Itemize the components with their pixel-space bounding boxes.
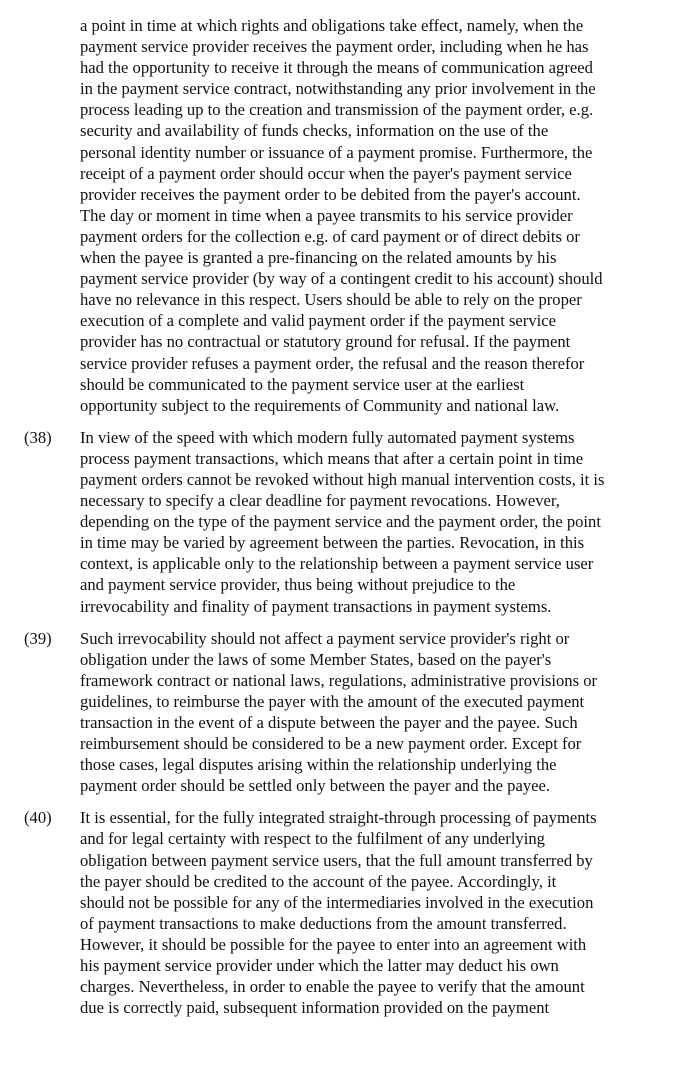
text-line: due is correctly paid, subsequent information provided on the payment [80,998,550,1018]
text-line: guidelines, to reimburse the payer with the amount of the executed payment [80,691,585,711]
text-line: a point in time at which rights and obligations take effect, namely, when the [80,16,584,35]
text-line: should not be possible for any of the intermediaries involved in the execution [80,892,594,912]
paragraph-number: (40) [24,808,52,828]
paragraph-continued [0,15,655,416]
text-line: payment service provider receives the payment order, including when he has [80,37,589,57]
text-line: In view of the speed with which modern fully automated payment systems [80,427,575,447]
text-line: in the payment service contract, notwithstanding any prior involvement in the [80,79,596,99]
text-line: have no relevance in this respect. Users should be able to rely on the proper [80,290,582,310]
text-line: reimbursement should be considered to be a new payment order. Except for [80,734,582,754]
text-line: process leading up to the creation and transmission of the payment order, e.g. [80,100,594,120]
text-line: those cases, legal disputes arising within the relationship underlying the [80,755,557,775]
text-line: personal identity number or issuance of a payment promise. Furthermore, the [80,142,593,162]
text-line: framework contract or national laws, regulations, administrative provisions or [80,670,598,690]
text-line: depending on the type of the payment service and the payment order, the point [80,512,601,532]
document-page [0,15,700,1029]
text-line: had the opportunity to receive it through the means of communication agreed [80,58,593,78]
text-line: irrevocability and finality of payment transactions in payment systems. [80,596,552,616]
text-line: the payer should be credited to the account of the payee. Accordingly, it [80,871,557,891]
text-line: However, it should be possible for the payee to enter into an agreement with [80,934,587,954]
text-line: transaction in the event of a dispute between the payer and the payee. Such [80,713,578,732]
text-line: execution of a complete and valid payment order if the payment service [80,311,556,331]
text-line: charges. Nevertheless, in order to enable the payee to verify that the amount [80,977,585,997]
text-line: payment service provider (by way of a contingent credit to his account) should [80,269,603,289]
text-line: necessary to specify a clear deadline for payment revocations. However, [80,491,560,511]
text-line: and for legal certainty with respect to the fulfilment of any underlying [80,829,545,849]
text-line: in time may be varied by agreement between the parties. Revocation, in this [80,533,585,553]
paragraph-40 [0,807,655,1018]
text-line: process payment transactions, which means that after a certain point in time [80,448,584,468]
paragraph-number: (38) [24,427,52,447]
text-line: obligation between payment service users, that the full amount transferred by [80,850,593,870]
text-line: payment orders for the collection e.g. of card payment or of direct debits or [80,226,580,246]
text-line: of payment transactions to make deductions from the amount transferred. [80,913,567,933]
text-line: his payment service provider under which the latter may deduct his own [80,956,559,976]
text-line: receipt of a payment order should occur when the payer's payment service [80,163,572,183]
text-line: and payment service provider, thus being without prejudice to the [80,575,516,595]
text-line: payment orders cannot be revoked without high manual intervention costs, it is [80,469,605,489]
text-line: The day or moment in time when a payee transmits to his service provider [80,205,573,225]
text-line: provider receives the payment order to be debited from the payer's account. [80,184,581,204]
text-line: provider has no contractual or statutory ground for refusal. If the payment [80,332,571,352]
text-line: obligation under the laws of some Member States, based on the payer's [80,649,552,669]
text-line: when the payee is granted a pre-financing on the related amounts by his [80,248,557,268]
text-line: Such irrevocability should not affect a payment service provider's right or [80,628,570,648]
paragraph-number: (39) [24,628,52,648]
text-line: opportunity subject to the requirements of Community and national law. [80,395,560,415]
text-line: payment order should be settled only between the payer and the payee. [80,776,550,796]
text-line: context, is applicable only to the relationship between a payment service user [80,554,594,574]
paragraph-39 [0,628,655,797]
text-line: security and availability of funds checks, information on the use of the [80,121,549,141]
text-line: service provider refuses a payment order, the refusal and the reason therefor [80,353,585,373]
text-line: It is essential, for the fully integrated straight-through processing of payments [80,808,597,828]
paragraph-38 [0,427,655,617]
text-line: should be communicated to the payment service user at the earliest [80,374,525,394]
